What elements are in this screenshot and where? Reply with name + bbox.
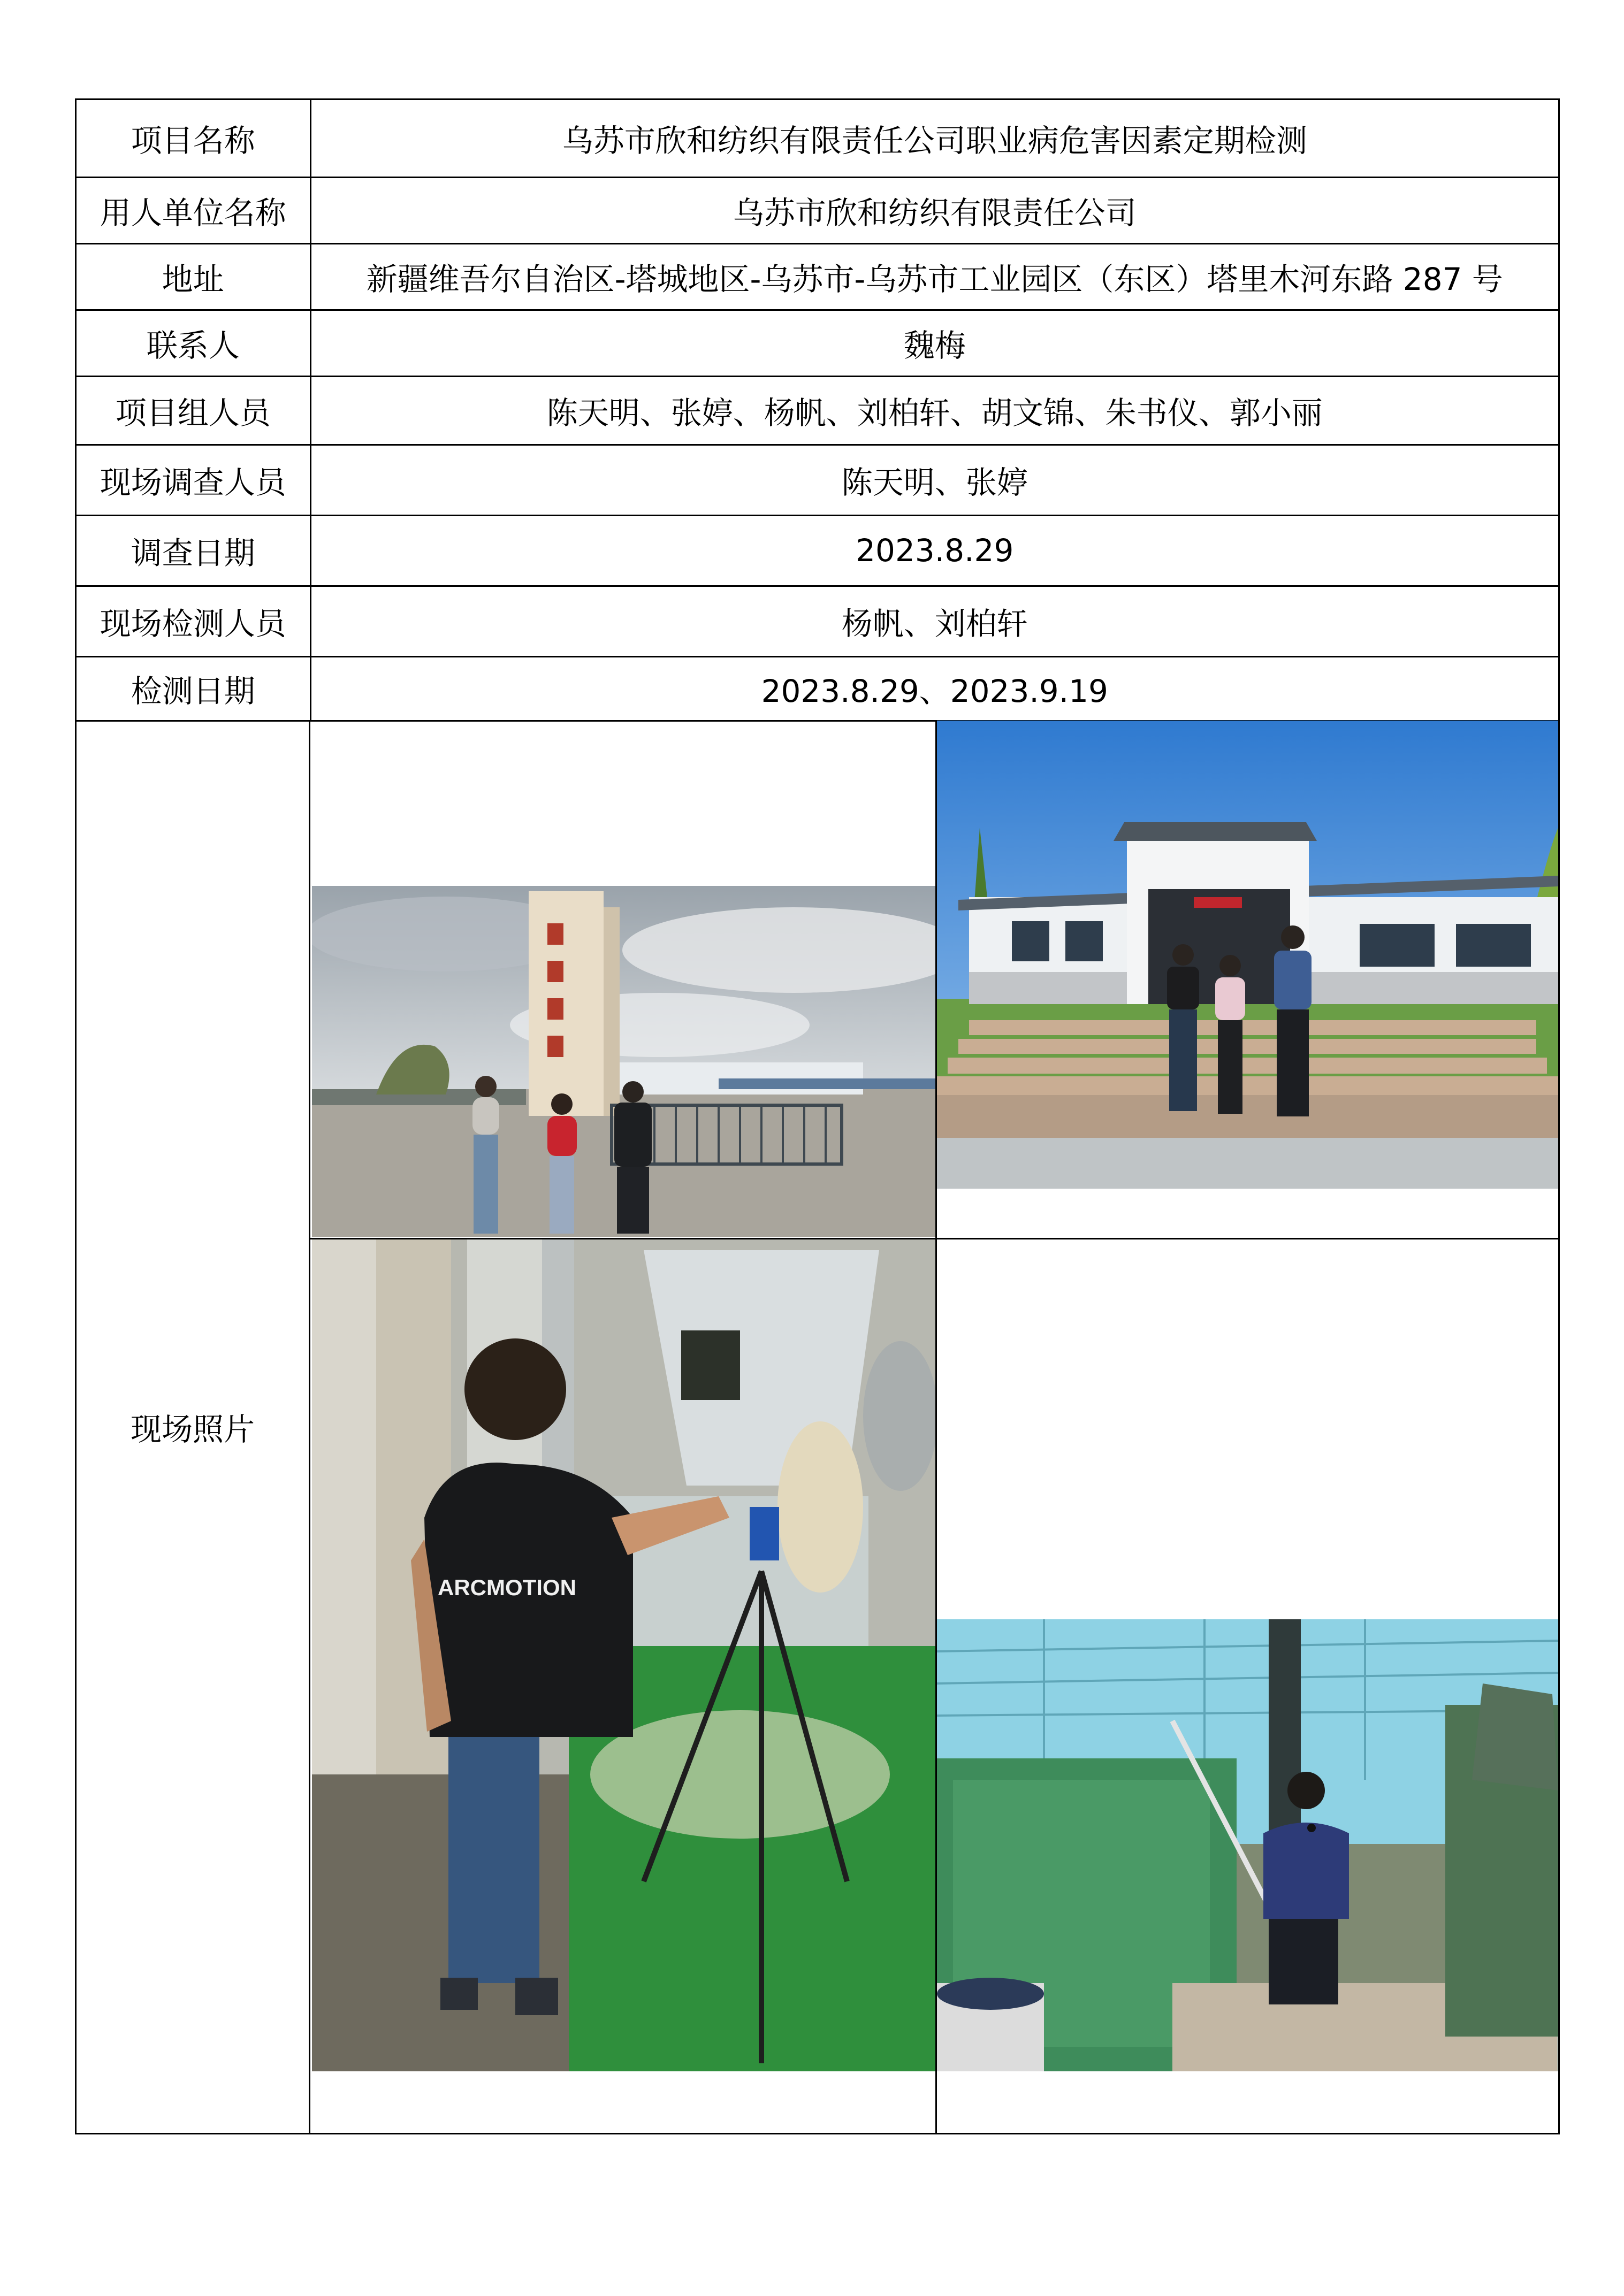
value-contact: 魏梅 xyxy=(310,310,1558,376)
value-employer: 乌苏市欣和纺织有限责任公司 xyxy=(310,177,1558,243)
photo-cell-blank xyxy=(937,1239,1558,1619)
value-test-date: 2023.8.29、2023.9.19 xyxy=(310,656,1558,721)
value-survey-date: 2023.8.29 xyxy=(310,515,1558,586)
row-address xyxy=(77,243,1558,310)
label-address: 地址 xyxy=(77,243,310,310)
shirt-logo: ARCMOTION xyxy=(438,1575,576,1600)
value-team: 陈天明、张婷、杨帆、刘柏轩、胡文锦、朱书仪、郭小丽 xyxy=(310,376,1558,445)
label-survey-staff: 现场调查人员 xyxy=(77,445,310,515)
row-survey-staff xyxy=(77,445,1558,515)
photo-section xyxy=(77,721,1558,2133)
photo-label: 现场照片 xyxy=(77,721,310,2133)
label-contact: 联系人 xyxy=(77,310,310,376)
row-team xyxy=(77,376,1558,445)
row-test-staff xyxy=(77,586,1558,656)
document-table xyxy=(75,98,1560,2134)
site-photo-building xyxy=(937,721,1558,1189)
label-team: 项目组人员 xyxy=(77,376,310,445)
site-photo-noise-test xyxy=(312,1239,935,2071)
label-test-date: 检测日期 xyxy=(77,656,310,721)
info-table xyxy=(77,100,1558,722)
value-survey-staff: 陈天明、张婷 xyxy=(310,445,1558,515)
site-photo-workshop xyxy=(937,1619,1558,2071)
row-test-date xyxy=(77,656,1558,721)
label-project-name: 项目名称 xyxy=(77,100,310,177)
row-survey-date xyxy=(77,515,1558,586)
label-employer: 用人单位名称 xyxy=(77,177,310,243)
value-address: 新疆维吾尔自治区-塔城地区-乌苏市-乌苏市工业园区（东区）塔里木河东路 287 号 xyxy=(310,243,1558,310)
label-test-staff: 现场检测人员 xyxy=(77,586,310,656)
photo-cell-blank xyxy=(312,721,935,886)
label-survey-date: 调查日期 xyxy=(77,515,310,586)
row-contact xyxy=(77,310,1558,376)
row-project-name xyxy=(77,100,1558,177)
site-photo-gate xyxy=(312,886,935,1237)
row-employer xyxy=(77,177,1558,243)
value-project-name: 乌苏市欣和纺织有限责任公司职业病危害因素定期检测 xyxy=(310,100,1558,177)
value-test-staff: 杨帆、刘柏轩 xyxy=(310,586,1558,656)
